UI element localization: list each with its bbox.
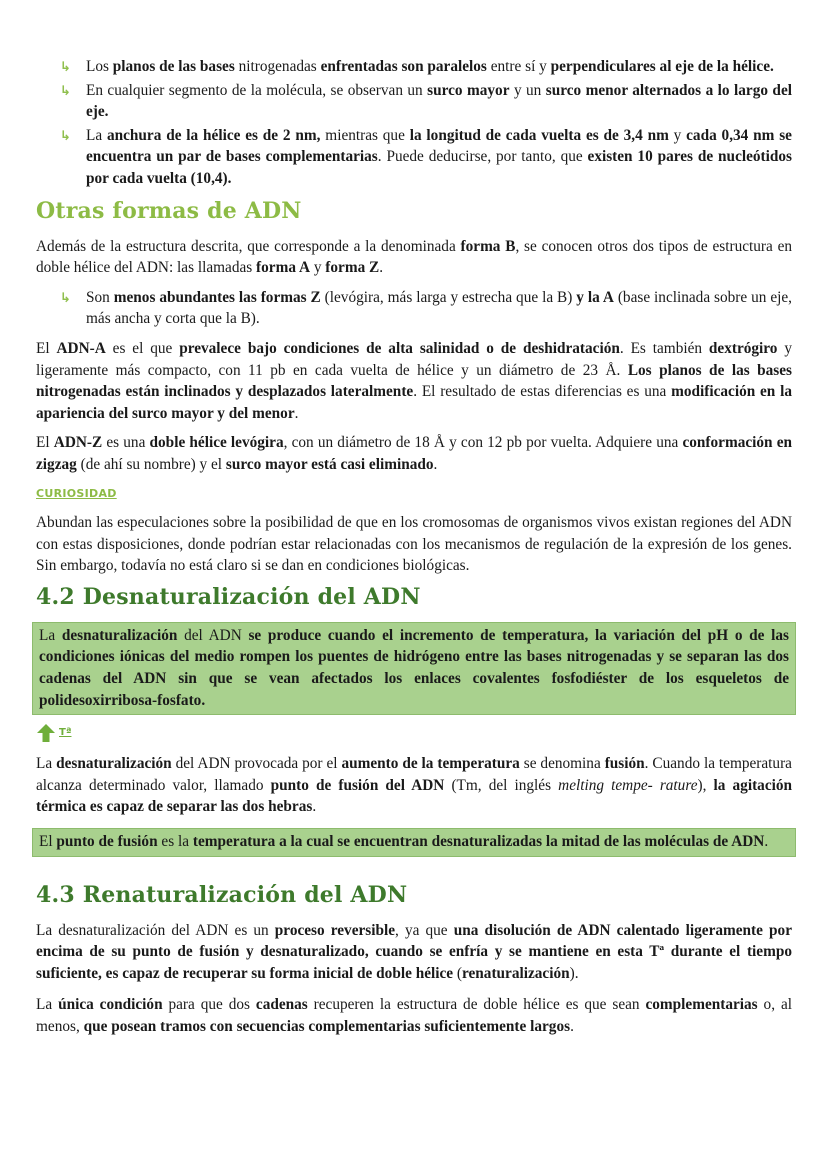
temperature-label: Tª [59,727,72,739]
bullet-text: La anchura de la hélice es de 2 nm, mientras que la longitud de cada vuelta es de 3,4 nm y cada 0,34 nm se encuentra un par de bases complementarias. Puede deducirse, por tanto, que existen 10 pares de nucleótidos por cada vuelta (10,4). [86,126,792,187]
bullet-arrow-icon: ↳ [60,290,71,306]
helix-properties-list [36,56,792,190]
heading-renaturalizacion: 4.3 Renaturalización del ADN [36,881,408,908]
list-item [36,125,792,190]
bullet-text: En cualquier segmento de la molécula, se observan un surco mayor y un surco menor alternados a lo largo del eje. [86,81,792,121]
renaturalizacion-paragraph-1: La desnaturalización del ADN es un proceso reversible, ya que una disolución de ADN calentado ligeramente por encima de su punto de fusión y desnaturalizado, cuando se enfría y se mantiene en esta Tª durante el tiempo suficiente, es capaz de recuperar su forma inicial de doble hélice (renaturalización). [36,921,792,982]
bullet-text: Son menos abundantes las formas Z (levógira, más larga y estrecha que la B) y la A (base inclinada sobre un eje, más ancha y corta que la B). [86,288,792,328]
temperature-indicator [36,721,792,745]
renaturalizacion-paragraph-2: La única condición para que dos cadenas recuperen la estructura de doble hélice es que sean complementarias o, al menos, que posean tramos con secuencias complementarias suficientemente largos. [36,996,792,1035]
fusion-paragraph: La desnaturalización del ADN provocada por el aumento de la temperatura se denomina fusión. Cuando la temperatura alcanza determinado valor, llamado punto de fusión del ADN (Tm, del inglés melting tempe- rature), la agitación térmica es capaz de separar las dos hebras. [36,755,793,816]
definition-text: El punto de fusión es la temperatura a la cual se encuentran desnaturalizadas la mitad de las moléculas de ADN. [39,833,769,851]
bullet-arrow-icon: ↳ [60,128,71,144]
heading-otras-formas: Otras formas de ADN [36,197,302,224]
bullet-text: Los planos de las bases nitrogenadas enfrentadas son paralelos entre sí y perpendiculares al eje de la hélice. [86,58,774,75]
list-item [36,56,792,78]
bullet-arrow-icon: ↳ [60,60,71,75]
adn-z-paragraph: El ADN-Z es una doble hélice levógira, con un diámetro de 18 Å y con 12 pb por vuelta. Adquiere una conformación en zigzag (de ahí su nombre) y el surco mayor está casi eliminado. [36,434,792,473]
otras-intro-paragraph: Además de la estructura descrita, que corresponde a la denominada forma B, se conocen otros dos tipos de estructura en doble hélice del ADN: las llamadas forma A y forma Z. [36,237,793,277]
bullet-arrow-icon: ↳ [60,83,71,99]
list-item [36,80,792,123]
up-arrow-icon [36,723,56,743]
otras-formas-list [36,287,792,330]
definition-box-desnaturalizacion [32,622,796,715]
definition-box-punto-fusion [32,828,796,857]
heading-desnaturalizacion: 4.2 Desnaturalización del ADN [36,583,421,610]
curiosidad-paragraph: Abundan las especulaciones sobre la posibilidad de que en los cromosomas de organismos vivos existan regiones del ADN con estas disposiciones, donde podrían estar relacionadas con los mecanismos de regulación de la expresión de los genes. Sin embargo, todavía no está claro si se dan en condiciones biológicas. [36,514,792,575]
curiosidad-label: CURIOSIDAD [36,486,117,500]
page-content [36,56,792,1038]
list-item [36,287,792,330]
curiosidad-label-row [36,482,792,505]
definition-text: La desnaturalización del ADN se produce cuando el incremento de temperatura, la variación del pH o de las condiciones iónicas del medio rompen los puentes de hidrógeno entre las bases nitrogenadas y se separan las dos cadenas del ADN sin que se vean afectados los enlaces covalentes fosfodiéster de los esqueletos de polidesoxirribosa-fosfato. [39,626,789,709]
adn-a-paragraph: El ADN-A es el que prevalece bajo condiciones de alta salinidad o de deshidratación. Es también dextrógiro y ligeramente más compacto, con 11 pb en cada vuelta de hélice y un diámetro de 23 Å. Los planos de las bases nitrogenadas están inclinados y desplazados lateralmente. El resultado de estas diferencias es una modificación en la apariencia del surco mayor y del menor. [36,339,793,422]
